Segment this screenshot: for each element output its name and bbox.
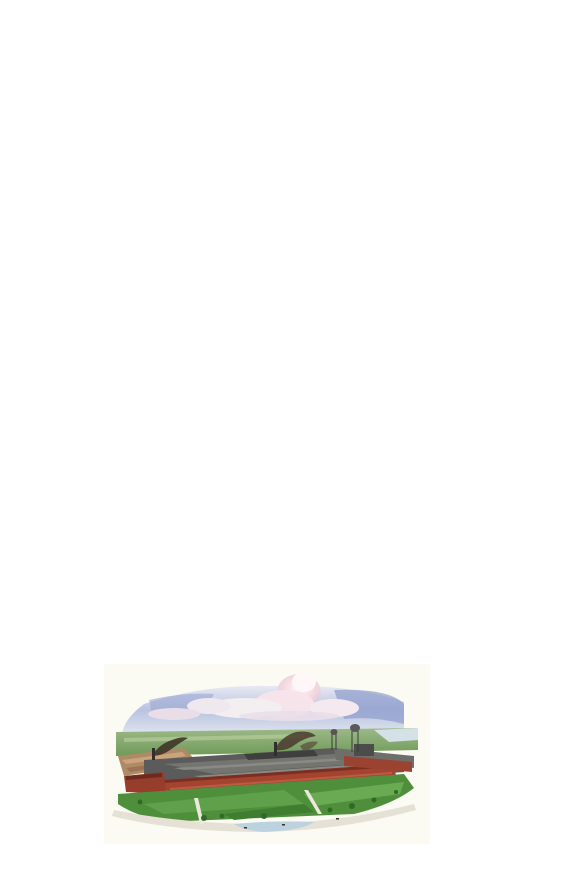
- factory-illustration: [104, 664, 430, 844]
- chimney-left: [152, 748, 155, 760]
- chimney-mid: [274, 742, 277, 756]
- factory-illustration-svg: [104, 664, 430, 844]
